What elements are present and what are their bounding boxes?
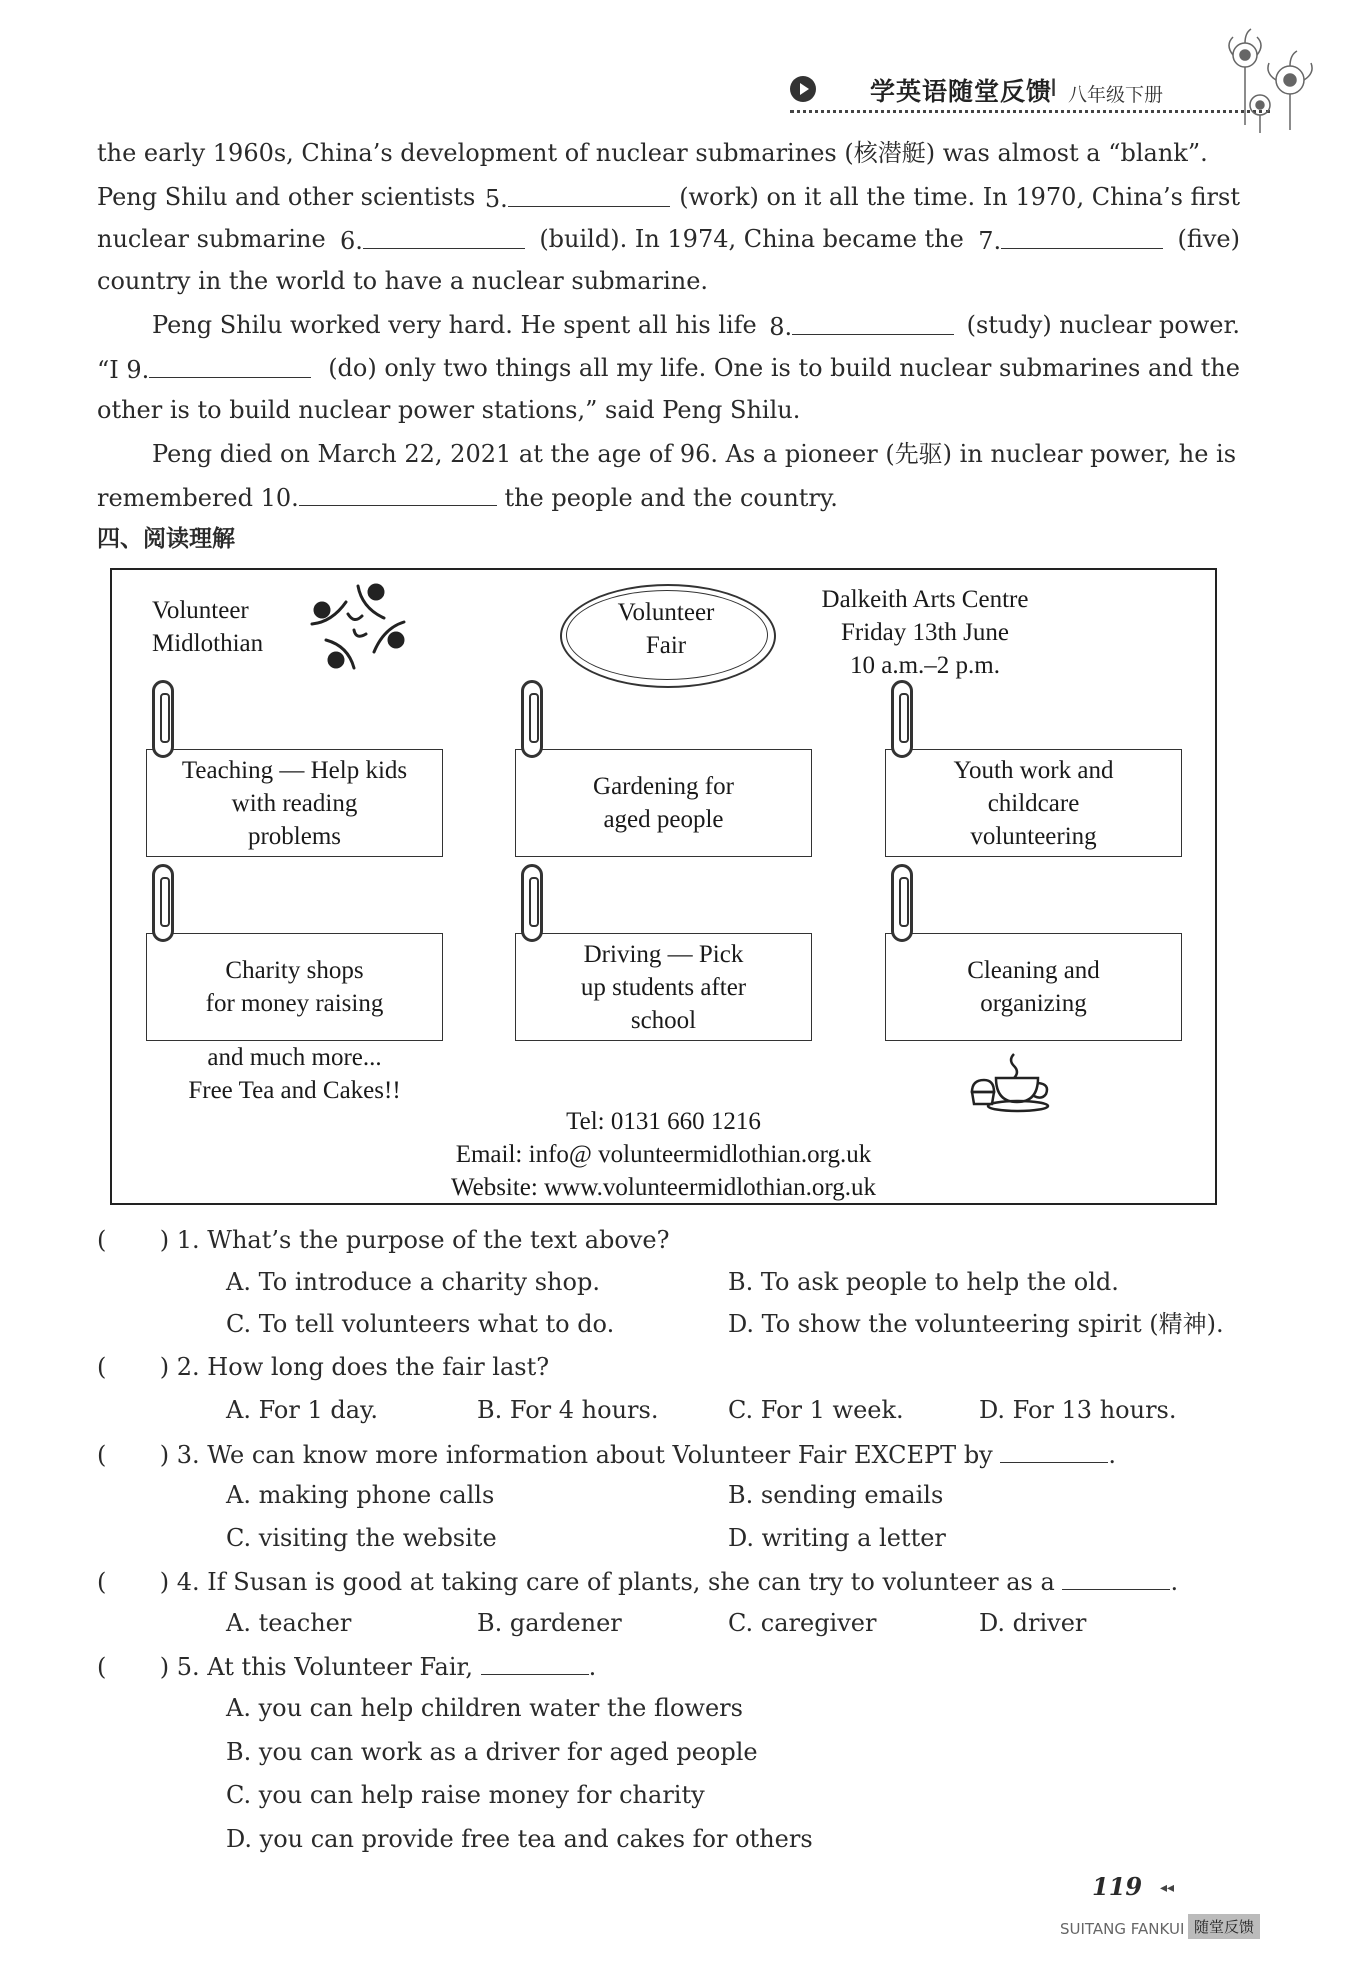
activity-card-gardening: Gardening for aged people [515,749,812,857]
answer-bracket[interactable]: ( ) [97,1226,170,1254]
paperclip-icon [152,864,174,942]
q4-option-c[interactable]: C. caregiver [728,1609,877,1637]
contact-info [110,1105,1217,1204]
event-date: Friday 13th June [840,619,1010,646]
passage-line-1: the early 1960s, China’s development of nuclear submarines (核潜艇) was almost a “blank”. [97,139,1208,167]
q3-option-d[interactable]: D. writing a letter [728,1524,946,1552]
answer-blank-5[interactable] [508,180,670,207]
paperclip-icon [521,680,543,758]
event-details [790,583,1060,682]
people-logo-icon [304,582,414,672]
question-1: ( ) 1. What’s the purpose of the text above? [97,1226,670,1254]
section-title: 四、阅读理解 [97,526,235,552]
venue: Dalkeith Arts Centre [821,586,1029,613]
q5-option-c[interactable]: C. you can help raise money for charity [226,1781,705,1809]
q2-option-b[interactable]: B. For 4 hours. [477,1396,659,1424]
answer-blank-6[interactable] [363,222,525,249]
passage-line-6: “I 9. (do) only two things all my life. One is to build nuclear submarines and the [97,351,1240,387]
double-arrow-icon: ◂◂ [1160,1880,1175,1896]
paperclip-icon [891,864,913,942]
answer-blank-9[interactable] [149,351,311,378]
passage-line-7: other is to build nuclear power stations,” said Peng Shilu. [97,396,801,424]
q1-option-b[interactable]: B. To ask people to help the old. [728,1268,1119,1296]
footer-brand-badge: 随堂反馈 [1188,1914,1260,1939]
header-dotted-rule [790,110,1270,113]
question-2: ( ) 2. How long does the fair last? [97,1353,550,1381]
answer-blank-10[interactable] [299,479,497,506]
passage-line-5: Peng Shilu worked very hard. He spent all his life 8. (study) nuclear power. [152,308,1240,344]
question-5: ( ) 5. At this Volunteer Fair, . [97,1648,596,1684]
q1-option-a[interactable]: A. To introduce a charity shop. [226,1268,600,1296]
q5-option-d[interactable]: D. you can provide free tea and cakes for others [226,1825,813,1853]
activity-card-teaching: Teaching — Help kids with reading problems [146,749,443,857]
answer-blank-7[interactable] [1001,222,1163,249]
q2-option-a[interactable]: A. For 1 day. [226,1396,379,1424]
grade-label: 八年级下册 [1068,84,1164,106]
org-name: Volunteer Midlothian [152,597,264,657]
q4-option-d[interactable]: D. driver [979,1609,1087,1637]
event-time: 10 a.m.–2 p.m. [850,652,1000,679]
q4-option-a[interactable]: A. teacher [226,1609,352,1637]
q5-option-b[interactable]: B. you can work as a driver for aged people [226,1738,758,1766]
footer-brand-latin: SUITANG FANKUI [1060,1920,1185,1938]
passage-line-2: Peng Shilu and other scientists 5. (work) on it all the time. In 1970, China’s first [97,180,1240,216]
passage-line-4: country in the world to have a nuclear submarine. [97,267,709,295]
play-icon [790,76,816,102]
fair-title: Volunteer Fair [617,599,715,659]
q3-option-c[interactable]: C. visiting the website [226,1524,497,1552]
activity-card-charity-shops: Charity shops for money raising [146,933,443,1041]
contact-email: Email: info@ volunteermidlothian.org.uk [455,1141,872,1168]
answer-bracket[interactable]: ( ) [97,1568,170,1596]
paperclip-icon [521,864,543,942]
q1-option-c[interactable]: C. To tell volunteers what to do. [226,1310,615,1338]
passage-line-9: remembered 10. the people and the country. [97,479,1240,515]
book-title: 学英语随堂反馈 [870,77,1053,106]
q5-option-a[interactable]: A. you can help children water the flowers [226,1694,743,1722]
free-tea-text: Free Tea and Cakes!! [188,1077,401,1104]
contact-tel: Tel: 0131 660 1216 [566,1108,761,1135]
paperclip-icon [891,680,913,758]
answer-bracket[interactable]: ( ) [97,1653,170,1681]
q4-option-b[interactable]: B. gardener [477,1609,622,1637]
q2-option-c[interactable]: C. For 1 week. [728,1396,904,1424]
header-separator: I [1050,74,1058,102]
more-text: and much more... [207,1044,382,1071]
q2-option-d[interactable]: D. For 13 hours. [979,1396,1177,1424]
poster-extra [146,1041,443,1107]
answer-bracket[interactable]: ( ) [97,1441,170,1469]
contact-website: Website: www.volunteermidlothian.org.uk [451,1174,876,1201]
question-3: ( ) 3. We can know more information about Volunteer Fair EXCEPT by . [97,1436,1116,1472]
q5-blank[interactable] [481,1648,589,1675]
q3-option-a[interactable]: A. making phone calls [226,1481,495,1509]
activity-card-cleaning: Cleaning and organizing [885,933,1182,1041]
passage-line-8: Peng died on March 22, 2021 at the age of 96. As a pioneer (先驱) in nuclear power, he is [152,440,1237,468]
page-number: 119 [1092,1872,1143,1901]
q1-option-d[interactable]: D. To show the volunteering spirit (精神). [728,1310,1224,1338]
q3-blank[interactable] [1000,1436,1108,1463]
answer-blank-8[interactable] [792,308,954,335]
paperclip-icon [152,680,174,758]
passage-line-3: nuclear submarine 6. (build). In 1974, China became the 7. (five) [97,222,1240,258]
q4-blank[interactable] [1062,1563,1170,1590]
question-4: ( ) 4. If Susan is good at taking care of plants, she can try to volunteer as a . [97,1563,1178,1599]
activity-card-youth-work: Youth work and childcare volunteering [885,749,1182,857]
q3-option-b[interactable]: B. sending emails [728,1481,944,1509]
answer-bracket[interactable]: ( ) [97,1353,170,1381]
activity-card-driving: Driving — Pick up students after school [515,933,812,1041]
flower-decoration-icon [1205,25,1325,135]
